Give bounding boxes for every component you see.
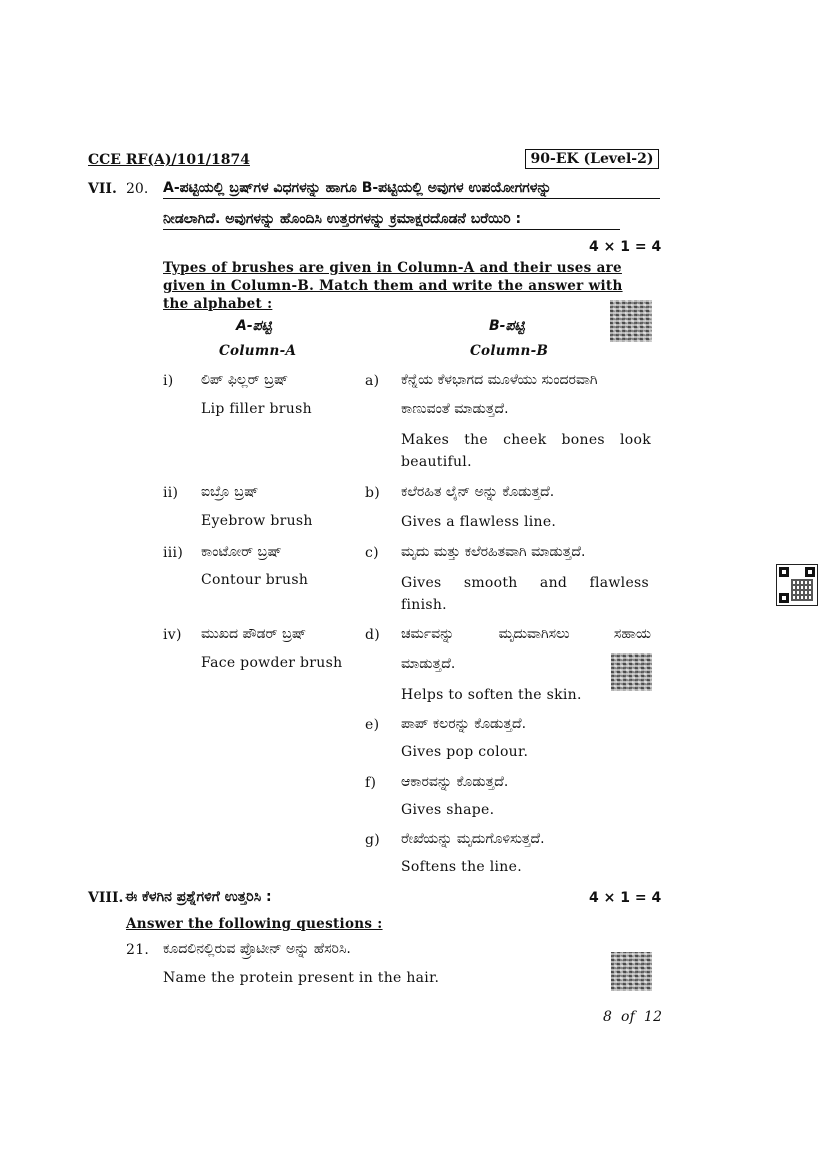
- column-b-item-letter: d): [365, 627, 381, 643]
- column-a-item-english: Eyebrow brush: [201, 513, 313, 529]
- question-kannada: ಕೂದಲಿನಲ್ಲಿರುವ ಪ್ರೊಟೀನ್ ಅನ್ನು ಹೆಸರಿಸಿ.: [163, 941, 351, 957]
- side-qr-code: [776, 564, 818, 606]
- column-b-item-english: Gives shape.: [401, 802, 495, 818]
- column-b-item-english: Makes the cheek bones look: [401, 432, 651, 448]
- column-a-item-english: Contour brush: [201, 572, 309, 588]
- column-a-item-number: iii): [163, 545, 184, 561]
- column-b-item-kannada: ಕಲೆರಹಿತ ಲೈನ್ ಅನ್ನು ಕೊಡುತ್ತದೆ.: [401, 484, 555, 500]
- section-number: VIII.: [88, 890, 124, 906]
- column-a-item-number: iv): [163, 627, 182, 643]
- column-b-item-letter: e): [365, 717, 380, 733]
- column-b-item-english: beautiful.: [401, 454, 472, 470]
- marks-label: 4 × 1 = 4: [589, 239, 662, 255]
- column-b-item-kannada: ಕಾಣುವಂತೆ ಮಾಡುತ್ತದೆ.: [401, 401, 509, 417]
- column-b-kannada-header: B-ಪಟ್ಟಿ: [489, 318, 525, 334]
- column-a-item-kannada: ಕಾಂಟೋರ್ ಬ್ರಷ್: [201, 544, 282, 560]
- level-badge: 90-EK (Level-2): [525, 149, 659, 169]
- column-b-item-kannada: ರೇಖೆಯನ್ನು ಮೃದುಗೊಳಿಸುತ್ತದೆ.: [401, 831, 545, 847]
- column-b-item-english: Gives pop colour.: [401, 744, 529, 760]
- column-a-item-english: Lip filler brush: [201, 401, 312, 417]
- qr-code-image: [611, 952, 652, 991]
- question-kannada-line1: A-ಪಟ್ಟಿಯಲ್ಲಿ ಬ್ರಷ್‌ಗಳ ವಿಧಗಳನ್ನು ಹಾಗೂ B-ಪಟ್ಟಿಯಲ್ಲಿ ಅವುಗಳ ಉಪಯೋಗಗಳನ್ನು: [163, 180, 660, 199]
- page-number: 8 of 12: [603, 1009, 663, 1025]
- question-number: 20.: [126, 181, 149, 197]
- question-kannada-line2: ನೀಡಲಾಗಿದೆ. ಅವುಗಳನ್ನು ಹೊಂದಿಸಿ ಉತ್ತರಗಳನ್ನು ಕ್ರಮಾಕ್ಷರದೊಡನೆ ಬರೆಯಿರಿ :: [163, 211, 620, 230]
- section-number: VII.: [88, 181, 117, 197]
- column-a-item-english: Face powder brush: [201, 655, 343, 671]
- column-b-item-kannada: ಆಕಾರವನ್ನು ಕೊಡುತ್ತದೆ.: [401, 774, 509, 790]
- column-b-item-letter: g): [365, 832, 381, 848]
- column-b-item-english: Softens the line.: [401, 859, 522, 875]
- column-a-item-kannada: ಮುಖದ ಪೌಡರ್ ಬ್ರಷ್: [201, 626, 307, 642]
- column-b-item-kannada: ಚರ್ಮವನ್ನು ಮೃದುವಾಗಿಸಲು ಸಹಾಯ: [401, 626, 651, 642]
- marks-label: 4 × 1 = 4: [589, 890, 662, 906]
- column-b-item-english: finish.: [401, 597, 447, 613]
- question-english-line3: the alphabet :: [163, 296, 273, 312]
- paper-code: CCE RF(A)/101/1874: [88, 152, 250, 168]
- qr-code-image: [610, 300, 652, 342]
- column-b-item-letter: a): [365, 373, 380, 389]
- column-b-item-letter: c): [365, 545, 379, 561]
- column-b-item-letter: b): [365, 485, 381, 501]
- column-a-item-number: ii): [163, 485, 179, 501]
- column-a-kannada-header: A-ಪಟ್ಟಿ: [236, 318, 272, 334]
- question-number: 21.: [126, 942, 150, 958]
- column-b-header: Column-B: [470, 343, 549, 359]
- column-b-item-english: Helps to soften the skin.: [401, 687, 582, 703]
- column-b-item-kannada: ಮೃದು ಮತ್ತು ಕಲೆರಹಿತವಾಗಿ ಮಾಡುತ್ತದೆ.: [401, 544, 586, 560]
- question-english: Name the protein present in the hair.: [163, 970, 440, 986]
- column-a-item-kannada: ಐಬ್ರೊ ಬ್ರಷ್: [201, 484, 259, 500]
- column-b-item-kannada: ಕೆನ್ನೆಯ ಕೆಳಭಾಗದ ಮೂಳೆಯು ಸುಂದರವಾಗಿ: [401, 372, 598, 388]
- column-b-item-english: Gives smooth and flawless: [401, 575, 649, 591]
- section-heading-kannada: ಈ ಕೆಳಗಿನ ಪ್ರಶ್ನೆಗಳಿಗೆ ಉತ್ತರಿಸಿ :: [125, 889, 272, 905]
- qr-code-image: [611, 653, 652, 691]
- column-b-item-kannada: ಪಾಪ್ ಕಲರನ್ನು ಕೊಡುತ್ತದೆ.: [401, 716, 527, 732]
- column-a-header: Column-A: [219, 343, 297, 359]
- question-english-line1: Types of brushes are given in Column-A and their uses are: [163, 260, 622, 276]
- column-b-item-kannada: ಮಾಡುತ್ತದೆ.: [401, 656, 456, 672]
- column-a-item-kannada: ಲಿಪ್ ಫಿಲ್ಲರ್ ಬ್ರಷ್: [201, 372, 289, 388]
- question-english-line2: given in Column-B. Match them and write the answer with: [163, 278, 623, 294]
- section-heading-english: Answer the following questions :: [126, 916, 383, 932]
- column-b-item-english: Gives a flawless line.: [401, 514, 557, 530]
- column-a-item-number: i): [163, 373, 174, 389]
- column-b-item-letter: f): [365, 775, 377, 791]
